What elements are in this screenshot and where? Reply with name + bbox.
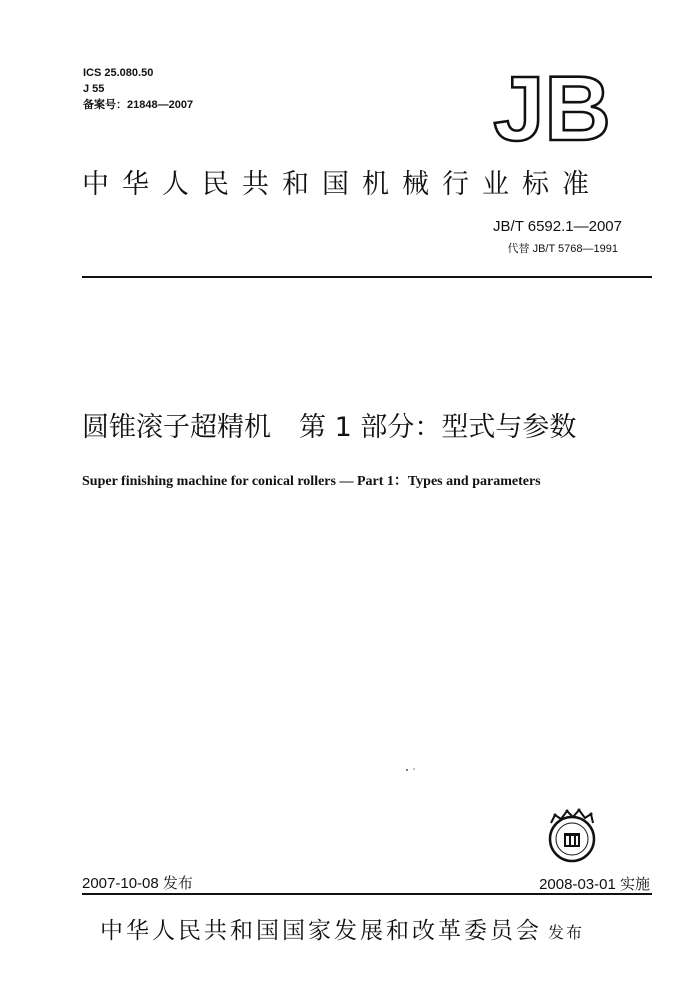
- national-standard-title: 中华人民共和国机械行业标准: [82, 169, 602, 200]
- header-divider: [82, 276, 652, 278]
- classification-code: J 55: [83, 83, 105, 95]
- record-number: 备案号：21848—2007: [83, 99, 194, 111]
- jb-logo-text: JB: [493, 62, 611, 150]
- issuer-name: 中华人民共和国国家发展和改革委员会: [100, 918, 542, 944]
- publisher-seal: [541, 805, 603, 867]
- ics-code: ICS 25.080.50: [83, 67, 154, 79]
- chinese-title-part: 第 1 部分：型式与参数: [299, 412, 577, 443]
- issuing-authority: [100, 912, 584, 945]
- chinese-title: [82, 405, 652, 444]
- scan-speck: [405, 768, 419, 771]
- implementation-date: 2008-03-01 实施: [539, 876, 650, 893]
- replaces-standard: 代替 JB/T 5768—1991: [507, 243, 618, 255]
- standard-code: JB/T 6592.1—2007: [493, 218, 622, 235]
- footer-divider: [82, 893, 652, 895]
- chinese-title-main: 圆锥滚子超精机: [82, 412, 271, 443]
- issue-date: 2007-10-08 发布: [82, 875, 193, 892]
- jb-logo: [488, 62, 618, 150]
- english-title: Super finishing machine for conical rollers — Part 1：Types and parameters: [82, 474, 541, 489]
- issuer-suffix: 发布: [548, 923, 585, 942]
